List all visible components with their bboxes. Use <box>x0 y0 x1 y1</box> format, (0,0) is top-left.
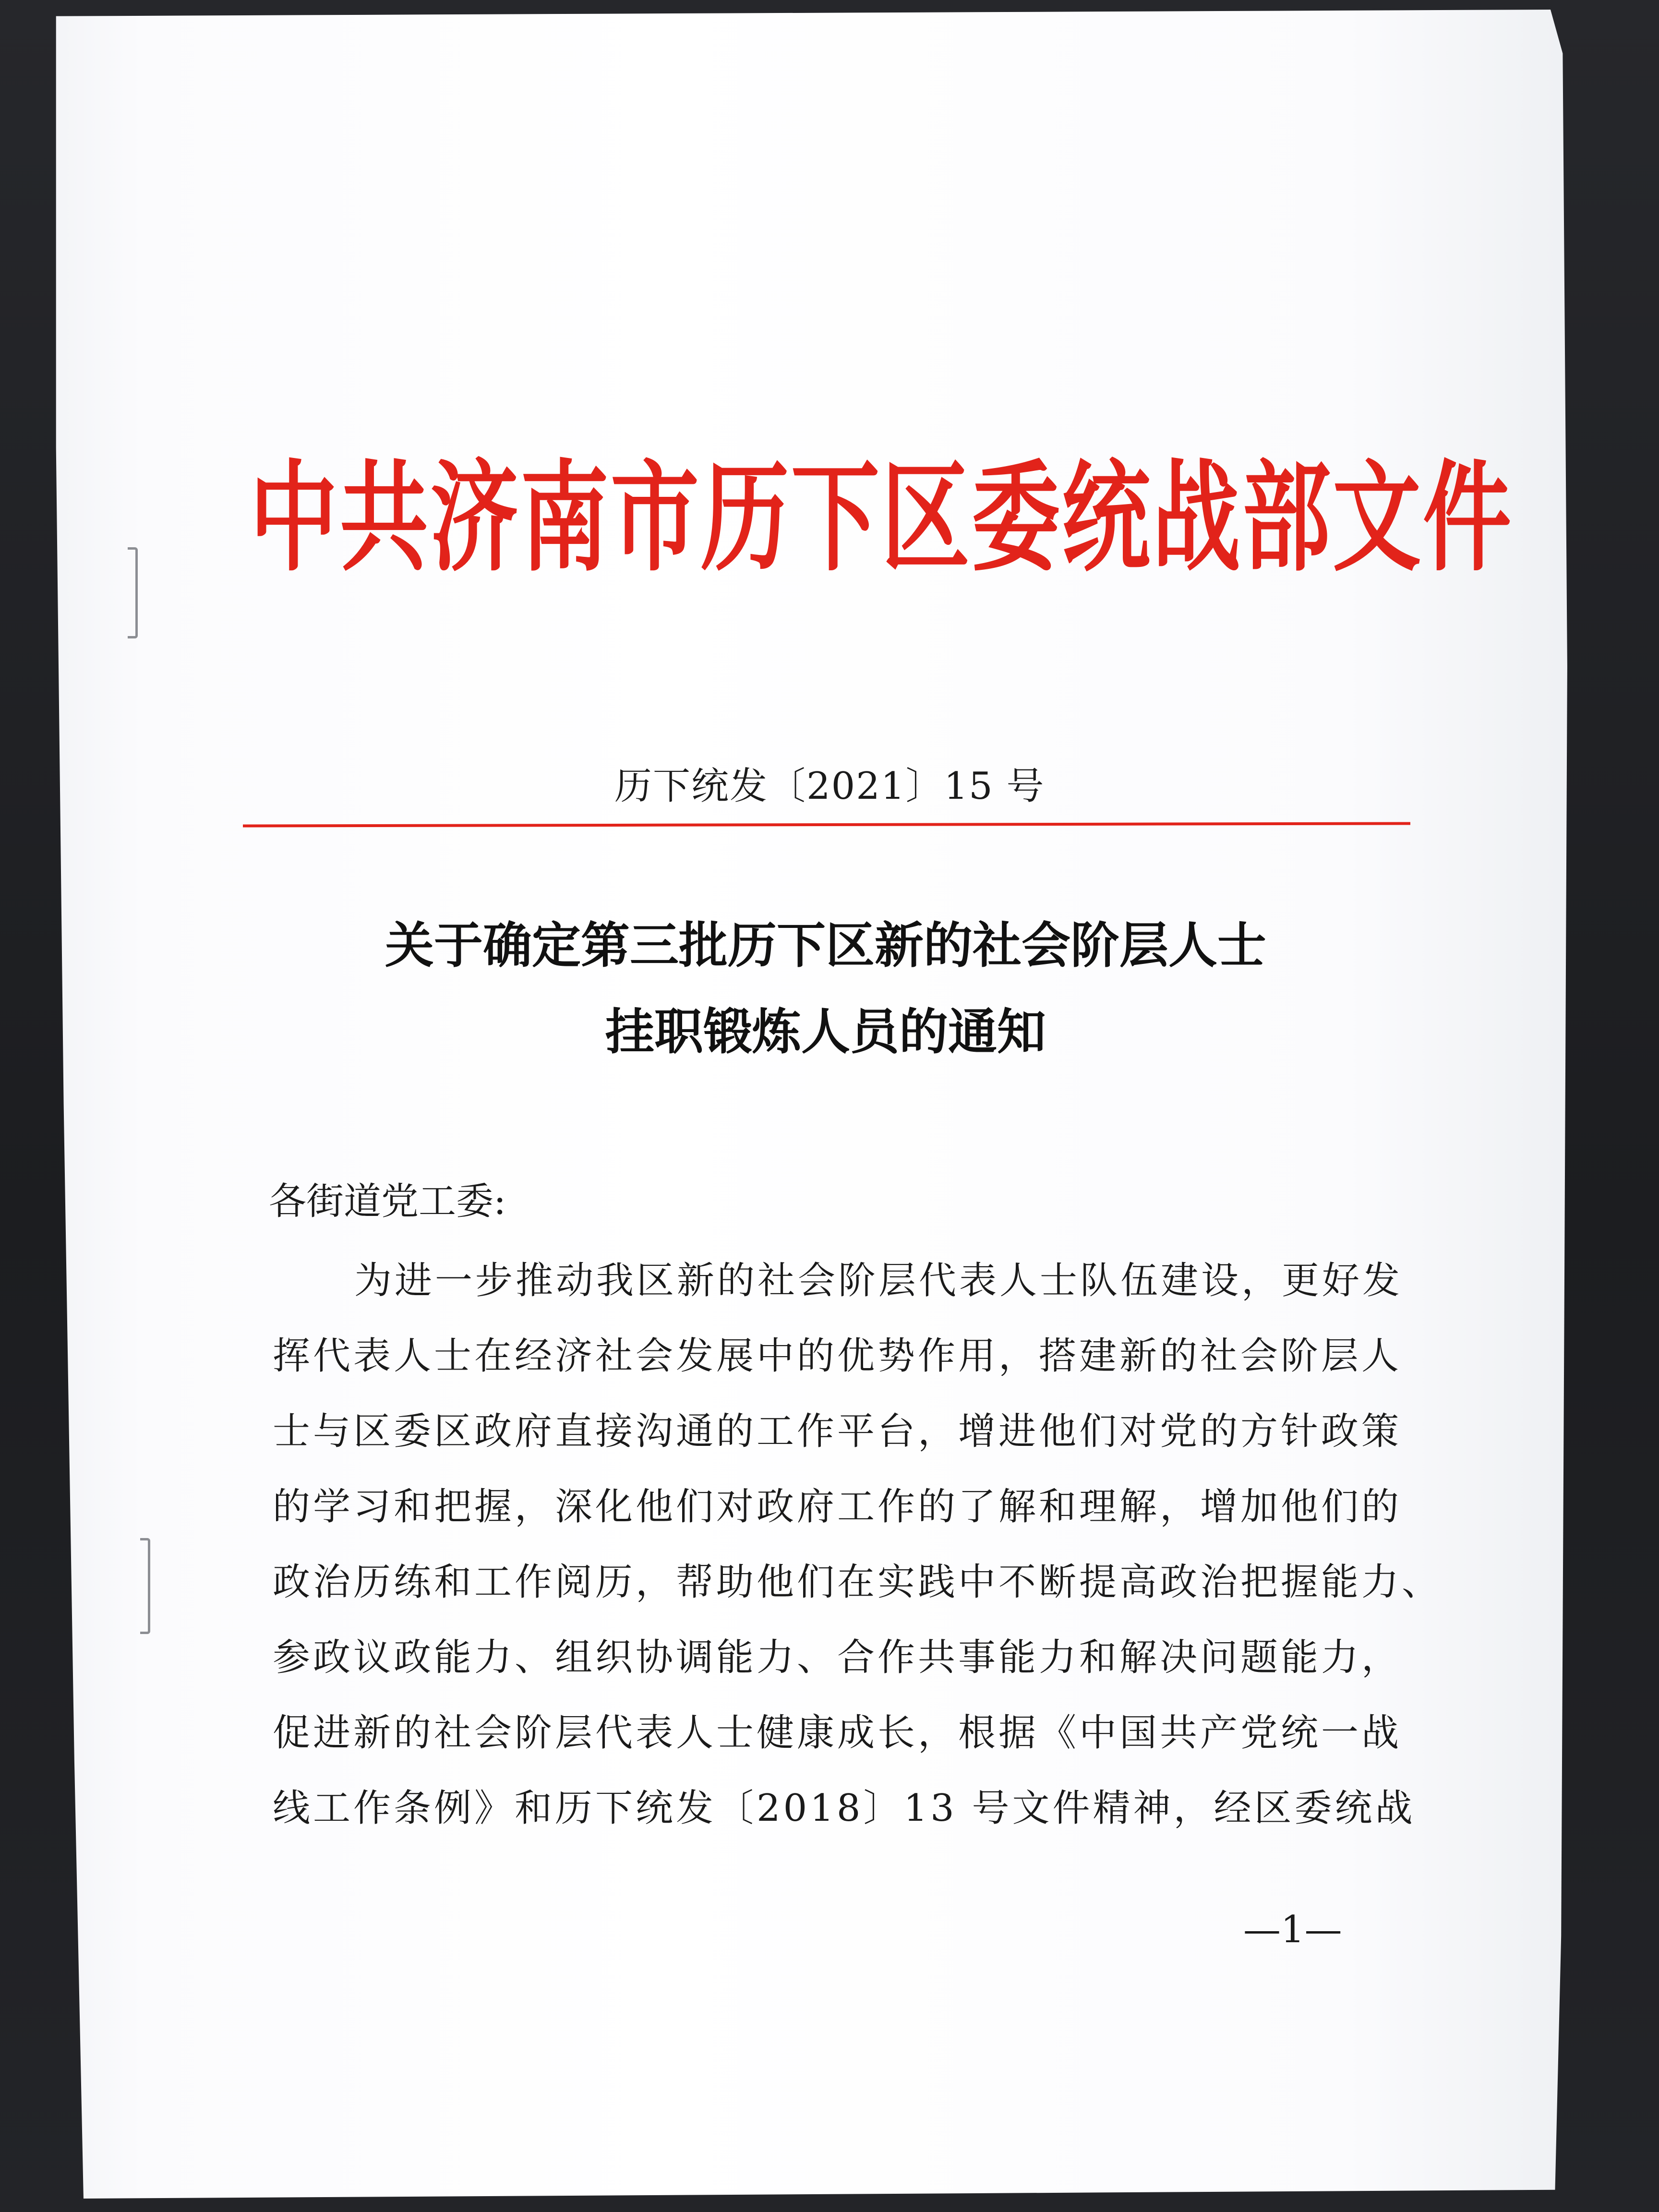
body-line: 政治历练和工作阅历，帮助他们在实践中不断提高政治把握能力、 <box>273 1561 1443 1604</box>
document-title-line-2: 挂职锻炼人员的通知 <box>605 1003 1046 1061</box>
body-line: 士与区委区政府直接沟通的工作平台，增进他们对党的方针政策 <box>273 1410 1402 1453</box>
document-page <box>50 10 1576 2199</box>
body-line: 挥代表人士在经济社会发展中的优势作用，搭建新的社会阶层人 <box>273 1334 1402 1378</box>
addressee: 各街道党工委: <box>269 1180 506 1223</box>
body-line: 促进新的社会阶层代表人士健康成长，根据《中国共产党统一战 <box>273 1711 1402 1755</box>
body-paragraph <box>273 1243 1443 1846</box>
body-line: 为进一步推动我区新的社会阶层代表人士队伍建设，更好发 <box>354 1259 1403 1302</box>
body-line: 的学习和把握，深化他们对政府工作的了解和理解，增加他们的 <box>273 1485 1402 1528</box>
document-number: 历下统发〔2021〕15 号 <box>614 765 1045 808</box>
document-title-line-1: 关于确定第三批历下区新的社会阶层人士 <box>385 917 1266 974</box>
body-line: 参政议政能力、组织协调能力、合作共事能力和解决问题能力， <box>273 1636 1402 1679</box>
staple-top <box>128 547 138 638</box>
document-title <box>269 902 1382 1075</box>
staple-bottom <box>140 1538 150 1634</box>
body-line: 线工作条例》和历下统发〔2018〕13 号文件精神，经区委统战 <box>273 1787 1416 1830</box>
issuer-header: 中共济南市历下区委统战部文件 <box>250 449 1514 588</box>
page-number: —1— <box>1243 1908 1342 1951</box>
